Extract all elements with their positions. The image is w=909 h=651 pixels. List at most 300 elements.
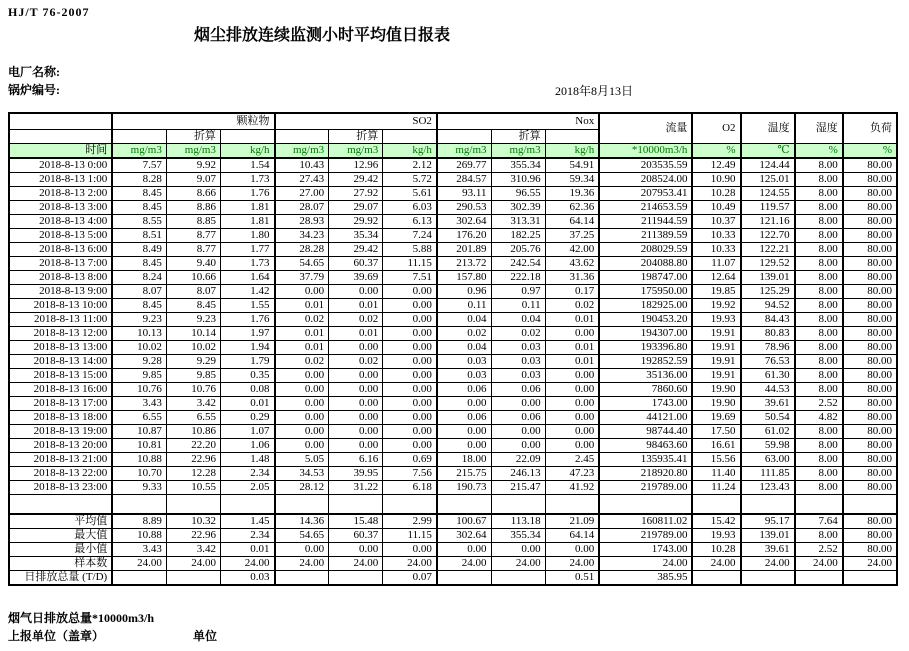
value-cell: 219789.00 (599, 529, 692, 543)
hourly-data-row (9, 285, 897, 299)
value-cell: 0.03 (491, 369, 545, 383)
value-cell: 0.00 (275, 439, 329, 453)
hourly-data-row (9, 201, 897, 215)
value-cell: 22.20 (166, 439, 220, 453)
value-cell: 0.00 (383, 397, 437, 411)
value-cell: 8.55 (112, 215, 166, 229)
value-cell: 0.11 (491, 299, 545, 313)
value-cell (795, 571, 843, 586)
value-cell: 9.23 (112, 313, 166, 327)
value-cell: 80.83 (741, 327, 795, 341)
value-cell: 0.04 (437, 313, 491, 327)
value-cell: 208524.00 (599, 173, 692, 187)
value-cell: 19.91 (692, 327, 740, 341)
unit-cell: kg/h (545, 144, 599, 159)
value-cell: 24.00 (491, 557, 545, 571)
monitoring-data-table (8, 112, 898, 586)
value-cell: 214653.59 (599, 201, 692, 215)
value-cell: 16.61 (692, 439, 740, 453)
value-cell: 24.00 (275, 557, 329, 571)
hourly-data-row (9, 187, 897, 201)
value-cell: 7.57 (112, 158, 166, 173)
value-cell: 0.04 (437, 341, 491, 355)
value-cell: 80.00 (843, 543, 897, 557)
value-cell: 246.13 (491, 467, 545, 481)
value-cell: 6.18 (383, 481, 437, 495)
unit-cell: mg/m3 (491, 144, 545, 159)
value-cell: 61.30 (741, 369, 795, 383)
value-cell: 8.00 (795, 453, 843, 467)
value-cell: 28.28 (275, 243, 329, 257)
value-cell: 0.03 (220, 571, 274, 586)
value-cell (795, 495, 843, 515)
value-cell: 18.00 (437, 453, 491, 467)
blank-cell (220, 130, 274, 144)
sub-header-converted: 折算 (166, 130, 220, 144)
value-cell: 29.42 (329, 173, 383, 187)
hourly-data-row (9, 411, 897, 425)
row-label-cell: 2018-8-13 16:00 (9, 383, 112, 397)
value-cell: 0.06 (491, 383, 545, 397)
row-label-cell: 2018-8-13 2:00 (9, 187, 112, 201)
value-cell: 10.33 (692, 229, 740, 243)
value-cell: 218920.80 (599, 467, 692, 481)
value-cell: 80.00 (843, 215, 897, 229)
value-cell: 0.02 (545, 299, 599, 313)
value-cell (220, 495, 274, 515)
row-label-cell: 2018-8-13 23:00 (9, 481, 112, 495)
value-cell: 19.91 (692, 341, 740, 355)
value-cell: 0.00 (383, 543, 437, 557)
value-cell: 8.00 (795, 383, 843, 397)
value-cell: 5.61 (383, 187, 437, 201)
value-cell: 7.24 (383, 229, 437, 243)
value-cell: 27.43 (275, 173, 329, 187)
unit-cell: % (692, 144, 740, 159)
value-cell: 44.53 (741, 383, 795, 397)
value-cell: 98744.40 (599, 425, 692, 439)
value-cell: 21.09 (545, 514, 599, 529)
value-cell: 24.00 (112, 557, 166, 571)
value-cell: 160811.02 (599, 514, 692, 529)
row-label-cell: 2018-8-13 0:00 (9, 158, 112, 173)
value-cell: 29.92 (329, 215, 383, 229)
blank-cell (545, 130, 599, 144)
value-cell: 15.48 (329, 514, 383, 529)
value-cell: 80.00 (843, 243, 897, 257)
value-cell: 8.45 (112, 201, 166, 215)
hourly-data-row (9, 327, 897, 341)
value-cell: 0.00 (383, 327, 437, 341)
value-cell: 34.53 (275, 467, 329, 481)
value-cell: 64.14 (545, 215, 599, 229)
value-cell: 8.00 (795, 327, 843, 341)
value-cell: 59.34 (545, 173, 599, 187)
value-cell: 0.00 (437, 425, 491, 439)
value-cell: 5.88 (383, 243, 437, 257)
value-cell: 3.42 (166, 543, 220, 557)
value-cell: 44121.00 (599, 411, 692, 425)
value-cell (112, 571, 166, 586)
value-cell: 0.11 (437, 299, 491, 313)
value-cell: 0.00 (383, 313, 437, 327)
value-cell: 8.00 (795, 158, 843, 173)
value-cell: 19.93 (692, 313, 740, 327)
value-cell: 9.40 (166, 257, 220, 271)
value-cell: 96.55 (491, 187, 545, 201)
value-cell: 0.01 (329, 299, 383, 313)
header-temperature: 温度 (741, 113, 795, 144)
blank-cell (275, 130, 329, 144)
value-cell: 9.85 (166, 369, 220, 383)
value-cell: 8.07 (112, 285, 166, 299)
row-label-cell: 2018-8-13 17:00 (9, 397, 112, 411)
value-cell: 14.36 (275, 514, 329, 529)
value-cell: 1.54 (220, 158, 274, 173)
value-cell: 19.90 (692, 397, 740, 411)
value-cell: 8.00 (795, 201, 843, 215)
value-cell: 8.24 (112, 271, 166, 285)
value-cell: 198747.00 (599, 271, 692, 285)
value-cell: 0.00 (545, 425, 599, 439)
value-cell: 50.54 (741, 411, 795, 425)
value-cell: 29.07 (329, 201, 383, 215)
value-cell: 59.98 (741, 439, 795, 453)
value-cell: 124.44 (741, 158, 795, 173)
spacer-row (9, 495, 897, 515)
value-cell (491, 571, 545, 586)
value-cell: 207953.41 (599, 187, 692, 201)
value-cell: 15.42 (692, 514, 740, 529)
value-cell: 37.79 (275, 271, 329, 285)
value-cell: 385.95 (599, 571, 692, 586)
value-cell: 6.16 (329, 453, 383, 467)
value-cell: 0.51 (545, 571, 599, 586)
blank-cell (383, 130, 437, 144)
row-label-cell: 最小值 (9, 543, 112, 557)
header-flow: 流量 (599, 113, 692, 144)
value-cell: 302.64 (437, 215, 491, 229)
value-cell: 1.48 (220, 453, 274, 467)
value-cell: 0.02 (329, 355, 383, 369)
value-cell: 0.02 (275, 355, 329, 369)
row-label-cell: 平均值 (9, 514, 112, 529)
value-cell: 31.22 (329, 481, 383, 495)
value-cell: 54.65 (275, 529, 329, 543)
value-cell: 1.76 (220, 187, 274, 201)
value-cell: 204088.80 (599, 257, 692, 271)
value-cell: 24.00 (329, 557, 383, 571)
row-label-cell: 2018-8-13 13:00 (9, 341, 112, 355)
header-load: 负荷 (843, 113, 897, 144)
hourly-data-row (9, 481, 897, 495)
value-cell: 9.23 (166, 313, 220, 327)
value-cell: 19.93 (692, 529, 740, 543)
value-cell (843, 495, 897, 515)
value-cell: 0.03 (491, 355, 545, 369)
value-cell: 9.07 (166, 173, 220, 187)
value-cell: 355.34 (491, 529, 545, 543)
value-cell: 0.00 (383, 439, 437, 453)
value-cell: 0.00 (383, 285, 437, 299)
row-label-cell: 2018-8-13 22:00 (9, 467, 112, 481)
value-cell: 95.17 (741, 514, 795, 529)
unit-label: 单位 (193, 629, 218, 643)
value-cell: 8.00 (795, 341, 843, 355)
value-cell: 9.29 (166, 355, 220, 369)
value-cell: 0.01 (275, 327, 329, 341)
value-cell: 10.76 (166, 383, 220, 397)
value-cell: 201.89 (437, 243, 491, 257)
value-cell: 80.00 (843, 514, 897, 529)
value-cell: 19.91 (692, 355, 740, 369)
value-cell: 10.90 (692, 173, 740, 187)
value-cell: 0.00 (545, 439, 599, 453)
value-cell (275, 495, 329, 515)
value-cell: 0.00 (329, 369, 383, 383)
value-cell: 0.06 (437, 383, 491, 397)
value-cell: 10.86 (166, 425, 220, 439)
value-cell: 9.33 (112, 481, 166, 495)
value-cell: 211389.59 (599, 229, 692, 243)
value-cell: 1.80 (220, 229, 274, 243)
value-cell: 0.02 (491, 327, 545, 341)
unit-cell: % (843, 144, 897, 159)
value-cell: 0.00 (383, 369, 437, 383)
blank-cell (112, 130, 166, 144)
value-cell: 1743.00 (599, 543, 692, 557)
row-label-cell: 2018-8-13 8:00 (9, 271, 112, 285)
value-cell: 43.62 (545, 257, 599, 271)
value-cell: 98463.60 (599, 439, 692, 453)
value-cell: 269.77 (437, 158, 491, 173)
row-label-cell: 2018-8-13 20:00 (9, 439, 112, 453)
value-cell: 1.73 (220, 257, 274, 271)
value-cell: 10.13 (112, 327, 166, 341)
value-cell: 8.00 (795, 439, 843, 453)
value-cell: 10.81 (112, 439, 166, 453)
value-cell: 4.82 (795, 411, 843, 425)
value-cell: 80.00 (843, 313, 897, 327)
value-cell: 0.00 (275, 369, 329, 383)
hourly-data-row (9, 467, 897, 481)
value-cell: 215.47 (491, 481, 545, 495)
value-cell: 0.01 (275, 299, 329, 313)
value-cell: 219789.00 (599, 481, 692, 495)
summary-row (9, 557, 897, 571)
value-cell: 10.02 (112, 341, 166, 355)
report-date: 2018年8月13日 (555, 84, 634, 98)
value-cell: 80.00 (843, 299, 897, 313)
value-cell: 8.00 (795, 243, 843, 257)
value-cell: 19.85 (692, 285, 740, 299)
value-cell: 0.00 (383, 383, 437, 397)
value-cell: 0.00 (437, 397, 491, 411)
value-cell: 0.00 (491, 543, 545, 557)
sub-header-converted: 折算 (329, 130, 383, 144)
value-cell: 54.65 (275, 257, 329, 271)
value-cell: 80.00 (843, 257, 897, 271)
group-header-row (9, 113, 897, 130)
value-cell: 2.52 (795, 397, 843, 411)
unit-cell: ℃ (741, 144, 795, 159)
value-cell: 0.06 (491, 411, 545, 425)
value-cell: 0.00 (545, 397, 599, 411)
hourly-data-row (9, 453, 897, 467)
value-cell: 3.43 (112, 397, 166, 411)
value-cell: 10.14 (166, 327, 220, 341)
value-cell: 34.23 (275, 229, 329, 243)
summary-row (9, 514, 897, 529)
value-cell: 9.28 (112, 355, 166, 369)
value-cell: 0.00 (545, 543, 599, 557)
value-cell: 80.00 (843, 271, 897, 285)
value-cell: 8.07 (166, 285, 220, 299)
value-cell: 0.07 (383, 571, 437, 586)
value-cell: 1743.00 (599, 397, 692, 411)
value-cell: 176.20 (437, 229, 491, 243)
value-cell (275, 571, 329, 586)
value-cell: 24.00 (166, 557, 220, 571)
value-cell: 113.18 (491, 514, 545, 529)
value-cell: 0.02 (329, 313, 383, 327)
value-cell (692, 495, 740, 515)
value-cell: 123.43 (741, 481, 795, 495)
boiler-number-label: 锅炉编号: (8, 83, 60, 97)
value-cell: 122.70 (741, 229, 795, 243)
value-cell: 0.00 (329, 411, 383, 425)
value-cell: 61.02 (741, 425, 795, 439)
value-cell: 1.73 (220, 173, 274, 187)
value-cell: 76.53 (741, 355, 795, 369)
value-cell: 24.00 (599, 557, 692, 571)
row-label-cell: 样本数 (9, 557, 112, 571)
row-label-cell: 2018-8-13 7:00 (9, 257, 112, 271)
value-cell: 222.18 (491, 271, 545, 285)
value-cell: 0.01 (220, 397, 274, 411)
row-label-cell: 最大值 (9, 529, 112, 543)
corner-cell (9, 113, 112, 130)
value-cell (166, 571, 220, 586)
value-cell: 12.64 (692, 271, 740, 285)
unit-cell: mg/m3 (275, 144, 329, 159)
value-cell: 28.07 (275, 201, 329, 215)
value-cell: 62.36 (545, 201, 599, 215)
corner-cell (9, 130, 112, 144)
value-cell: 0.00 (383, 299, 437, 313)
value-cell: 3.42 (166, 397, 220, 411)
value-cell: 10.33 (692, 243, 740, 257)
value-cell: 93.11 (437, 187, 491, 201)
value-cell: 78.96 (741, 341, 795, 355)
row-label-cell: 2018-8-13 15:00 (9, 369, 112, 383)
value-cell: 0.00 (383, 355, 437, 369)
row-label-cell: 2018-8-13 14:00 (9, 355, 112, 369)
value-cell: 10.88 (112, 453, 166, 467)
value-cell: 11.15 (383, 257, 437, 271)
value-cell: 8.85 (166, 215, 220, 229)
value-cell (329, 495, 383, 515)
value-cell: 0.00 (329, 341, 383, 355)
value-cell: 190.73 (437, 481, 491, 495)
value-cell: 80.00 (843, 355, 897, 369)
unit-cell: *10000m3/h (599, 144, 692, 159)
value-cell: 0.00 (275, 397, 329, 411)
value-cell: 8.00 (795, 467, 843, 481)
value-cell: 28.93 (275, 215, 329, 229)
hourly-data-row (9, 229, 897, 243)
value-cell: 1.81 (220, 215, 274, 229)
value-cell: 31.36 (545, 271, 599, 285)
value-cell: 0.00 (329, 397, 383, 411)
value-cell: 0.35 (220, 369, 274, 383)
value-cell: 2.99 (383, 514, 437, 529)
value-cell (166, 495, 220, 515)
value-cell: 0.00 (275, 383, 329, 397)
value-cell: 1.55 (220, 299, 274, 313)
value-cell: 39.61 (741, 543, 795, 557)
value-cell: 125.01 (741, 173, 795, 187)
value-cell: 22.96 (166, 529, 220, 543)
value-cell: 0.00 (383, 425, 437, 439)
value-cell (692, 571, 740, 586)
row-label-cell: 2018-8-13 4:00 (9, 215, 112, 229)
value-cell: 24.00 (692, 557, 740, 571)
value-cell: 84.43 (741, 313, 795, 327)
value-cell: 80.00 (843, 467, 897, 481)
value-cell: 9.85 (112, 369, 166, 383)
value-cell: 10.49 (692, 201, 740, 215)
value-cell: 10.32 (166, 514, 220, 529)
value-cell: 121.16 (741, 215, 795, 229)
value-cell: 205.76 (491, 243, 545, 257)
row-label-cell: 2018-8-13 18:00 (9, 411, 112, 425)
value-cell: 80.00 (843, 453, 897, 467)
value-cell: 111.85 (741, 467, 795, 481)
value-cell: 0.00 (329, 285, 383, 299)
value-cell: 15.56 (692, 453, 740, 467)
value-cell: 35136.00 (599, 369, 692, 383)
row-label-cell: 2018-8-13 9:00 (9, 285, 112, 299)
group-header-particulate: 颗粒物 (112, 113, 274, 130)
value-cell: 2.52 (795, 543, 843, 557)
value-cell: 0.00 (329, 383, 383, 397)
value-cell: 2.34 (220, 467, 274, 481)
value-cell: 0.00 (491, 425, 545, 439)
value-cell: 0.01 (545, 313, 599, 327)
value-cell: 10.43 (275, 158, 329, 173)
value-cell: 6.13 (383, 215, 437, 229)
value-cell: 8.89 (112, 514, 166, 529)
value-cell: 284.57 (437, 173, 491, 187)
value-cell: 1.45 (220, 514, 274, 529)
value-cell: 125.29 (741, 285, 795, 299)
value-cell: 11.40 (692, 467, 740, 481)
group-header-nox: Nox (437, 113, 599, 130)
value-cell: 54.91 (545, 158, 599, 173)
value-cell: 194307.00 (599, 327, 692, 341)
value-cell: 8.51 (112, 229, 166, 243)
value-cell: 2.05 (220, 481, 274, 495)
value-cell: 242.54 (491, 257, 545, 271)
value-cell: 8.00 (795, 271, 843, 285)
value-cell: 8.86 (166, 201, 220, 215)
value-cell: 8.45 (112, 257, 166, 271)
value-cell: 0.01 (545, 341, 599, 355)
unit-cell: kg/h (220, 144, 274, 159)
value-cell: 0.01 (329, 327, 383, 341)
value-cell: 0.00 (329, 425, 383, 439)
